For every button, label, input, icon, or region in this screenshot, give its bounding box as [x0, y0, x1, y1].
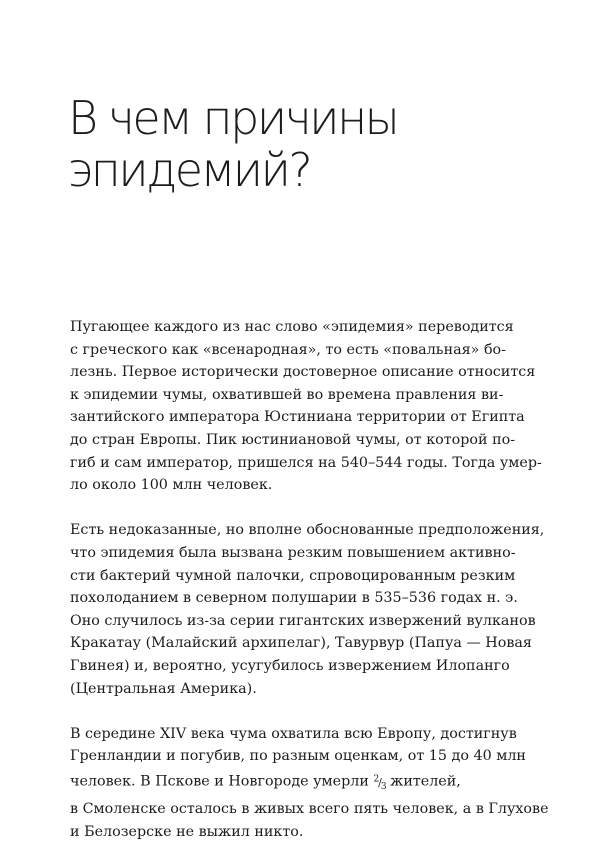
page-title-line-2: эпидемий?: [68, 143, 311, 197]
text-line: Оно случилось из-за серии гигантских извержений вулканов: [70, 612, 536, 629]
text-line: (Центральная Америка).: [70, 680, 257, 697]
text-line: что эпидемия была вызвана резким повышением активно-: [70, 544, 516, 561]
text-line: с греческого как «всенародная», то есть «повальная» бо-: [70, 341, 506, 358]
fraction-denominator: 3: [380, 781, 386, 792]
text-line: ло около 100 млн человек.: [70, 477, 273, 494]
text-line: до стран Европы. Пик юстиниановой чумы, от которой по-: [70, 431, 516, 448]
fraction-numerator: 2: [373, 773, 379, 784]
text-line: Есть недоказанные, но вполне обоснованные предположения,: [70, 522, 545, 539]
text-line: В середине XIV века чума охватила всю Европу, достигнув: [70, 725, 517, 742]
text-segment: жителей,: [385, 773, 461, 790]
text-line: лезнь. Первое исторически достоверное описание относится: [70, 364, 536, 381]
text-line: похолоданием в северном полушарии в 535–536 годах н. э.: [70, 590, 518, 607]
paragraph-2: [70, 519, 545, 700]
text-line: гиб и сам император, пришелся на 540–544 годы. Тогда умер-: [70, 454, 542, 471]
text-line: и Белозерске не выжил никто.: [70, 823, 304, 840]
text-line: Гренландии и погубив, по разным оценкам, от 15 до 40 млн: [70, 748, 526, 765]
page-title-line-1: В чем причины: [68, 91, 398, 145]
page-title: [68, 92, 538, 196]
text-line: зантийского императора Юстиниана территории от Египта: [70, 409, 525, 426]
text-line: Пугающее каждого из нас слово «эпидемия» переводится: [70, 319, 514, 335]
article-body: [70, 316, 549, 866]
text-segment: человек. В Пскове и Новгороде умерли: [70, 773, 369, 790]
text-line-with-fraction: [70, 768, 540, 798]
text-line: Гвинея) и, вероятно, усугубилось извержением Илопанго: [70, 657, 510, 674]
paragraph-3: [70, 723, 549, 844]
text-line: Кракатау (Малайский архипелаг), Тавурвур (Папуа — Новая: [70, 635, 532, 652]
text-line: сти бактерий чумной палочки, спровоцированным резким: [70, 567, 516, 584]
text-line: в Смоленске осталось в живых всего пять человек, а в Глухове: [70, 801, 549, 818]
text-line: к эпидемии чумы, охватившей во времена правления ви-: [70, 386, 504, 403]
paragraph-1: [70, 316, 540, 497]
fraction: $^2/_3$: [373, 773, 386, 792]
